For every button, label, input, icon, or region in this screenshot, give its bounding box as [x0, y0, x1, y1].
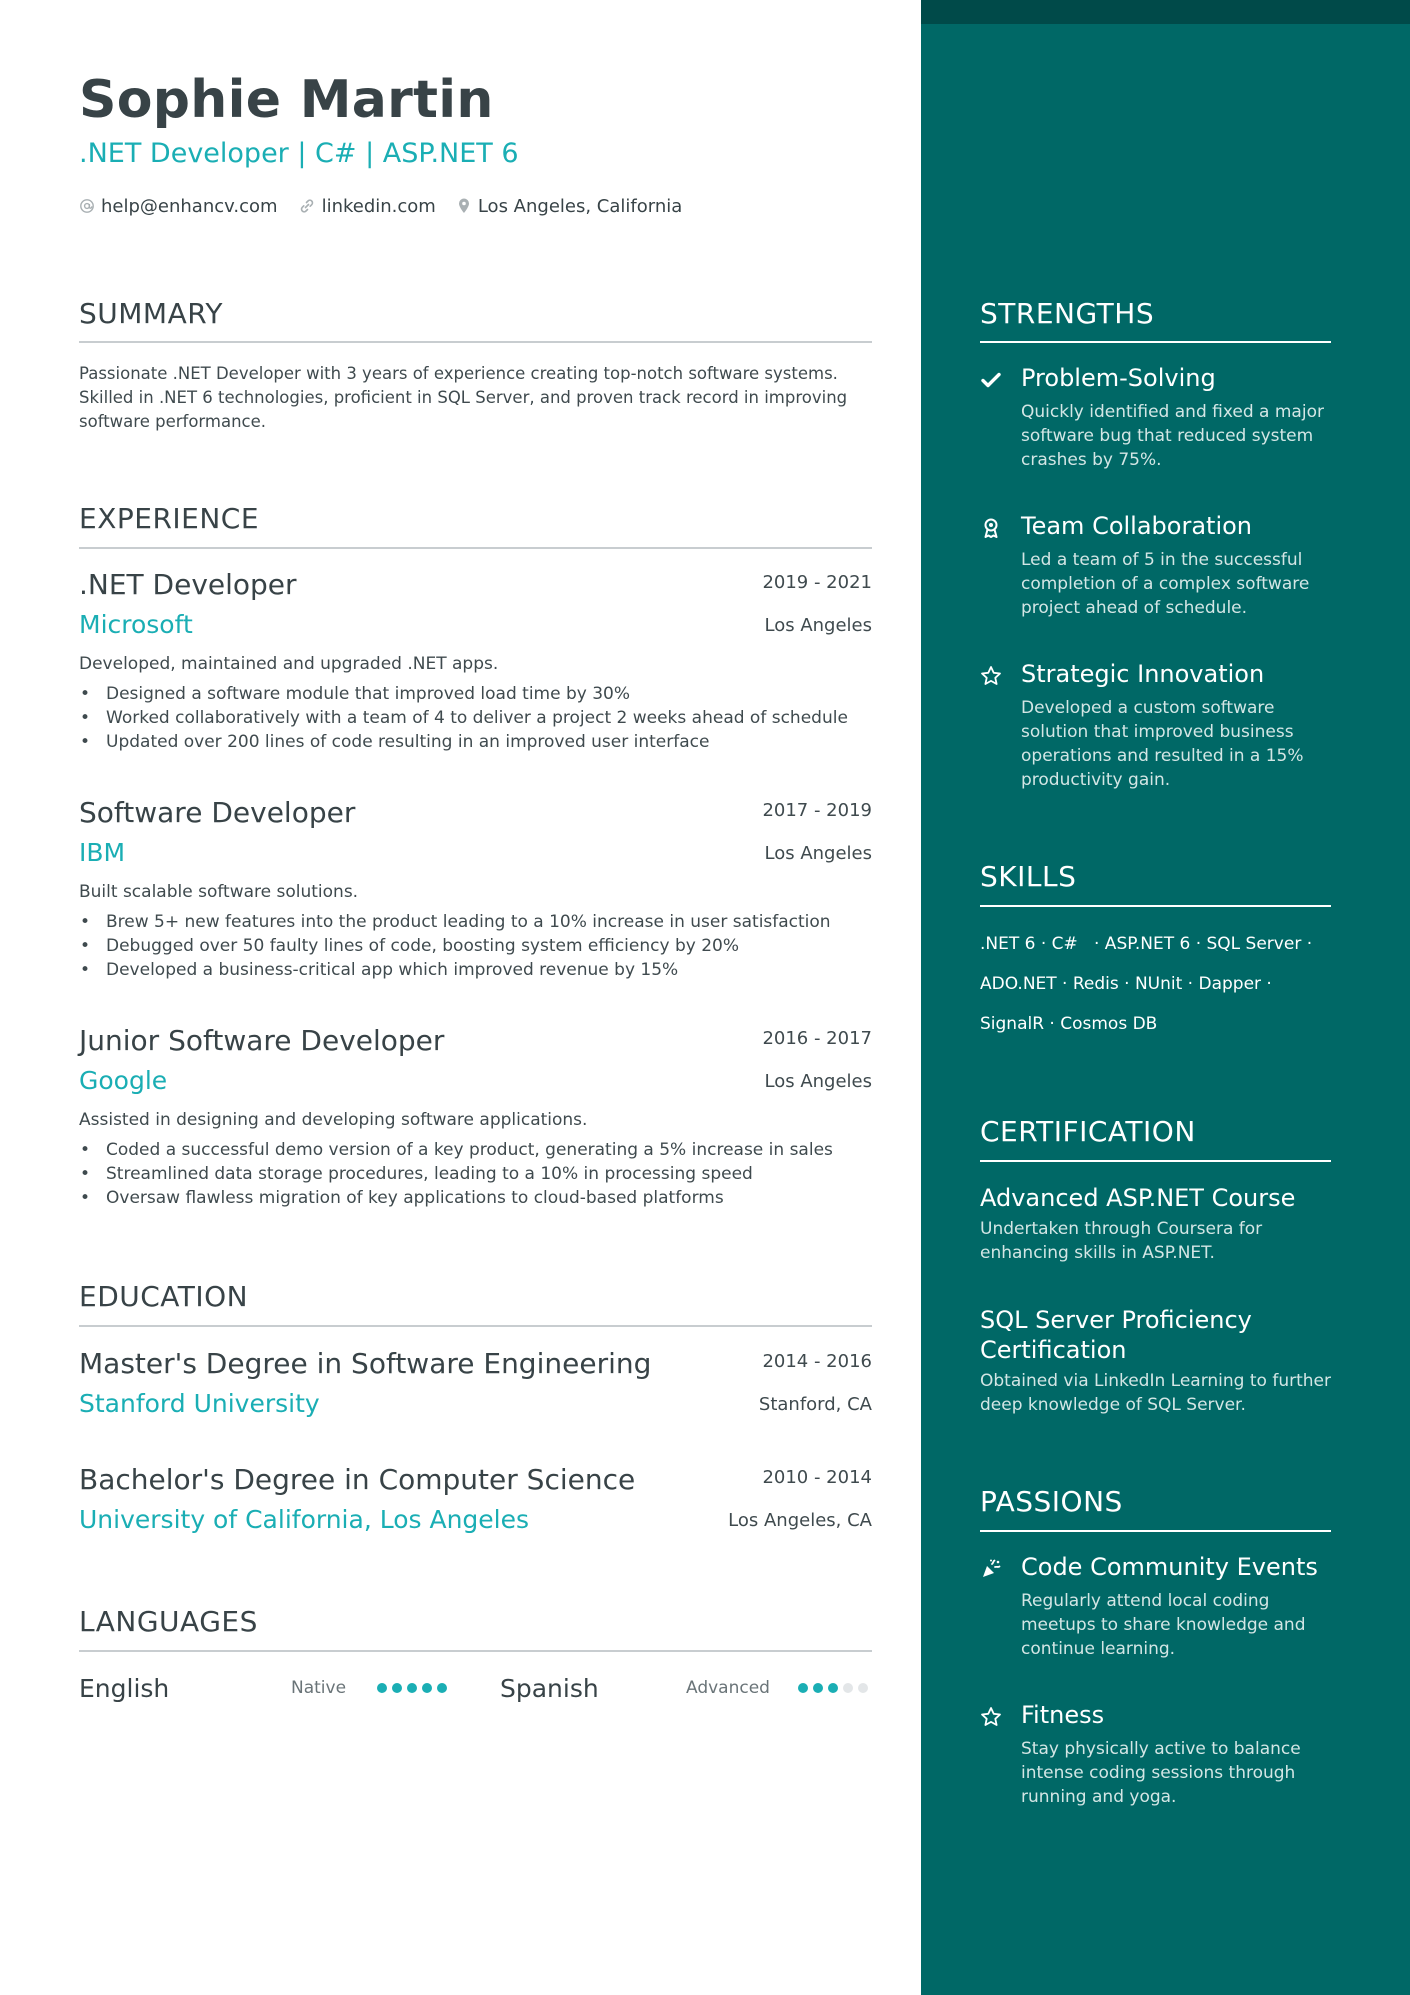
- star-icon: [980, 1706, 1002, 1728]
- contact-email-text: help@enhancv.com: [101, 195, 278, 217]
- job-dates: 2017 - 2019: [762, 800, 872, 821]
- contact-linkedin[interactable]: [298, 196, 436, 217]
- strength-title: Strategic Innovation: [1021, 660, 1265, 688]
- job-dates: 2019 - 2021: [762, 572, 872, 593]
- checkmark-icon: [980, 369, 1002, 391]
- passion-title: Fitness: [1021, 1701, 1105, 1729]
- rating-dot-filled: [392, 1683, 402, 1693]
- certification-item: [980, 1183, 1331, 1265]
- edu-location: Stanford, CA: [758, 1394, 872, 1415]
- passion-text: Regularly attend local coding meetups to share knowledge and continue learning.: [1021, 1591, 1306, 1659]
- strength-text: Developed a custom software solution that improved business operations and resulted in a 15% productivity gain.: [1021, 698, 1304, 790]
- skills-list: [980, 924, 1331, 1044]
- certification-item: [980, 1305, 1331, 1417]
- strengths-divider: [980, 341, 1331, 343]
- rating-dot-filled: [828, 1683, 838, 1693]
- language-level: Native: [291, 1678, 347, 1698]
- languages-heading: LANGUAGES: [79, 1605, 258, 1638]
- contact-location-text: Los Angeles, California: [477, 195, 683, 217]
- job-bullets: [79, 1138, 833, 1210]
- passions-heading: PASSIONS: [980, 1485, 1123, 1518]
- strengths-heading: STRENGTHS: [980, 297, 1155, 330]
- rating-dot-filled: [377, 1683, 387, 1693]
- job-bullet: • Worked collaboratively with a team of 4 to deliver a project 2 weeks ahead of schedule: [79, 706, 848, 730]
- skills-divider: [980, 905, 1331, 907]
- rating-dot-filled: [798, 1683, 808, 1693]
- job-bullets: [79, 682, 848, 754]
- summary-text: Passionate .NET Developer with 3 years of experience creating top-notch software systems. Skilled in .NET 6 technologies, proficient in SQL Server, and proven track record in improving software performance.: [79, 364, 848, 431]
- candidate-name: Sophie Martin: [79, 70, 494, 130]
- edu-degree: Bachelor's Degree in Computer Science: [79, 1463, 636, 1496]
- language-name: English: [79, 1674, 170, 1703]
- edu-school: University of California, Los Angeles: [79, 1505, 530, 1534]
- certification-divider: [980, 1160, 1331, 1162]
- award-icon: [980, 517, 1002, 539]
- contact-location: [456, 196, 682, 217]
- strength-title: Problem-Solving: [1021, 364, 1216, 392]
- certification-heading: CERTIFICATION: [980, 1115, 1196, 1148]
- rating-dot-empty: [858, 1683, 868, 1693]
- job-role: Software Developer: [79, 796, 356, 829]
- job-description: Built scalable software solutions.: [79, 882, 359, 902]
- language-rating: [377, 1683, 452, 1693]
- contact-bar: [79, 193, 702, 219]
- strength-title: Team Collaboration: [1021, 512, 1253, 540]
- job-bullet: • Coded a successful demo version of a key product, generating a 5% increase in sales: [79, 1138, 833, 1162]
- job-company: IBM: [79, 838, 126, 867]
- certification-title: SQL Server Proficiency Certification: [980, 1306, 1252, 1364]
- edu-school: Stanford University: [79, 1389, 320, 1418]
- language-item: [79, 1672, 449, 1706]
- edu-location: Los Angeles, CA: [728, 1510, 872, 1531]
- education-heading: EDUCATION: [79, 1280, 249, 1313]
- rating-dot-filled: [422, 1683, 432, 1693]
- party-popper-icon: [980, 1558, 1002, 1580]
- job-bullet: • Debugged over 50 faulty lines of code, boosting system efficiency by 20%: [79, 934, 831, 958]
- language-item: [500, 1672, 872, 1706]
- certification-title: Advanced ASP.NET Course: [980, 1184, 1296, 1212]
- job-role: Junior Software Developer: [79, 1024, 445, 1057]
- link-icon: [298, 197, 316, 215]
- rating-dot-empty: [843, 1683, 853, 1693]
- job-description: Assisted in designing and developing software applications.: [79, 1110, 588, 1130]
- contact-linkedin-text: linkedin.com: [321, 195, 436, 217]
- job-bullet: • Updated over 200 lines of code resulting in an improved user interface: [79, 730, 848, 754]
- edu-degree: Master's Degree in Software Engineering: [79, 1347, 652, 1380]
- candidate-title: .NET Developer | C# | ASP.NET 6: [79, 138, 519, 169]
- skills-heading: SKILLS: [980, 860, 1077, 893]
- job-location: Los Angeles: [764, 1071, 872, 1092]
- edu-dates: 2014 - 2016: [762, 1351, 872, 1372]
- skills-line: ADO.NET · Redis · NUnit · Dapper ·: [980, 974, 1272, 994]
- certification-text: Obtained via LinkedIn Learning to further deep knowledge of SQL Server.: [980, 1371, 1331, 1415]
- sidebar: [921, 0, 1410, 1995]
- strength-text: Led a team of 5 in the successful completion of a complex software project ahead of schedule.: [1021, 550, 1310, 618]
- passion-text: Stay physically active to balance intense coding sessions through running and yoga.: [1021, 1739, 1301, 1807]
- job-bullet: • Streamlined data storage procedures, leading to a 10% in processing speed: [79, 1162, 833, 1186]
- experience-divider: [79, 547, 872, 549]
- job-dates: 2016 - 2017: [762, 1028, 872, 1049]
- summary-divider: [79, 341, 872, 343]
- at-sign-icon: [79, 198, 95, 214]
- job-bullets: [79, 910, 831, 982]
- edu-dates: 2010 - 2014: [762, 1467, 872, 1488]
- passion-title: Code Community Events: [1021, 1553, 1318, 1581]
- language-rating: [798, 1683, 873, 1693]
- rating-dot-filled: [407, 1683, 417, 1693]
- language-level: Advanced: [686, 1678, 770, 1698]
- job-bullet: • Developed a business-critical app which improved revenue by 15%: [79, 958, 831, 982]
- job-bullet: • Oversaw flawless migration of key applications to cloud-based platforms: [79, 1186, 833, 1210]
- job-location: Los Angeles: [764, 843, 872, 864]
- job-company: Microsoft: [79, 610, 193, 639]
- education-divider: [79, 1325, 872, 1327]
- job-role: .NET Developer: [79, 568, 297, 601]
- skills-line: .NET 6 · C# · ASP.NET 6 · SQL Server ·: [980, 934, 1313, 954]
- language-name: Spanish: [500, 1674, 599, 1703]
- rating-dot-filled: [813, 1683, 823, 1693]
- contact-email[interactable]: [79, 196, 278, 217]
- job-location: Los Angeles: [764, 615, 872, 636]
- rating-dot-filled: [437, 1683, 447, 1693]
- job-description: Developed, maintained and upgraded .NET apps.: [79, 654, 499, 674]
- languages-divider: [79, 1650, 872, 1652]
- job-company: Google: [79, 1066, 168, 1095]
- sidebar-top-band: [921, 0, 1410, 24]
- skills-line: SignalR · Cosmos DB: [980, 1014, 1158, 1034]
- passions-divider: [980, 1530, 1331, 1532]
- star-icon: [980, 665, 1002, 687]
- experience-heading: EXPERIENCE: [79, 502, 260, 535]
- location-pin-icon: [456, 197, 472, 215]
- certification-text: Undertaken through Coursera for enhancing skills in ASP.NET.: [980, 1219, 1263, 1263]
- strength-text: Quickly identified and fixed a major software bug that reduced system crashes by 75%.: [1021, 402, 1324, 470]
- job-bullet: • Designed a software module that improved load time by 30%: [79, 682, 848, 706]
- job-bullet: • Brew 5+ new features into the product leading to a 10% increase in user satisfaction: [79, 910, 831, 934]
- summary-heading: SUMMARY: [79, 297, 224, 330]
